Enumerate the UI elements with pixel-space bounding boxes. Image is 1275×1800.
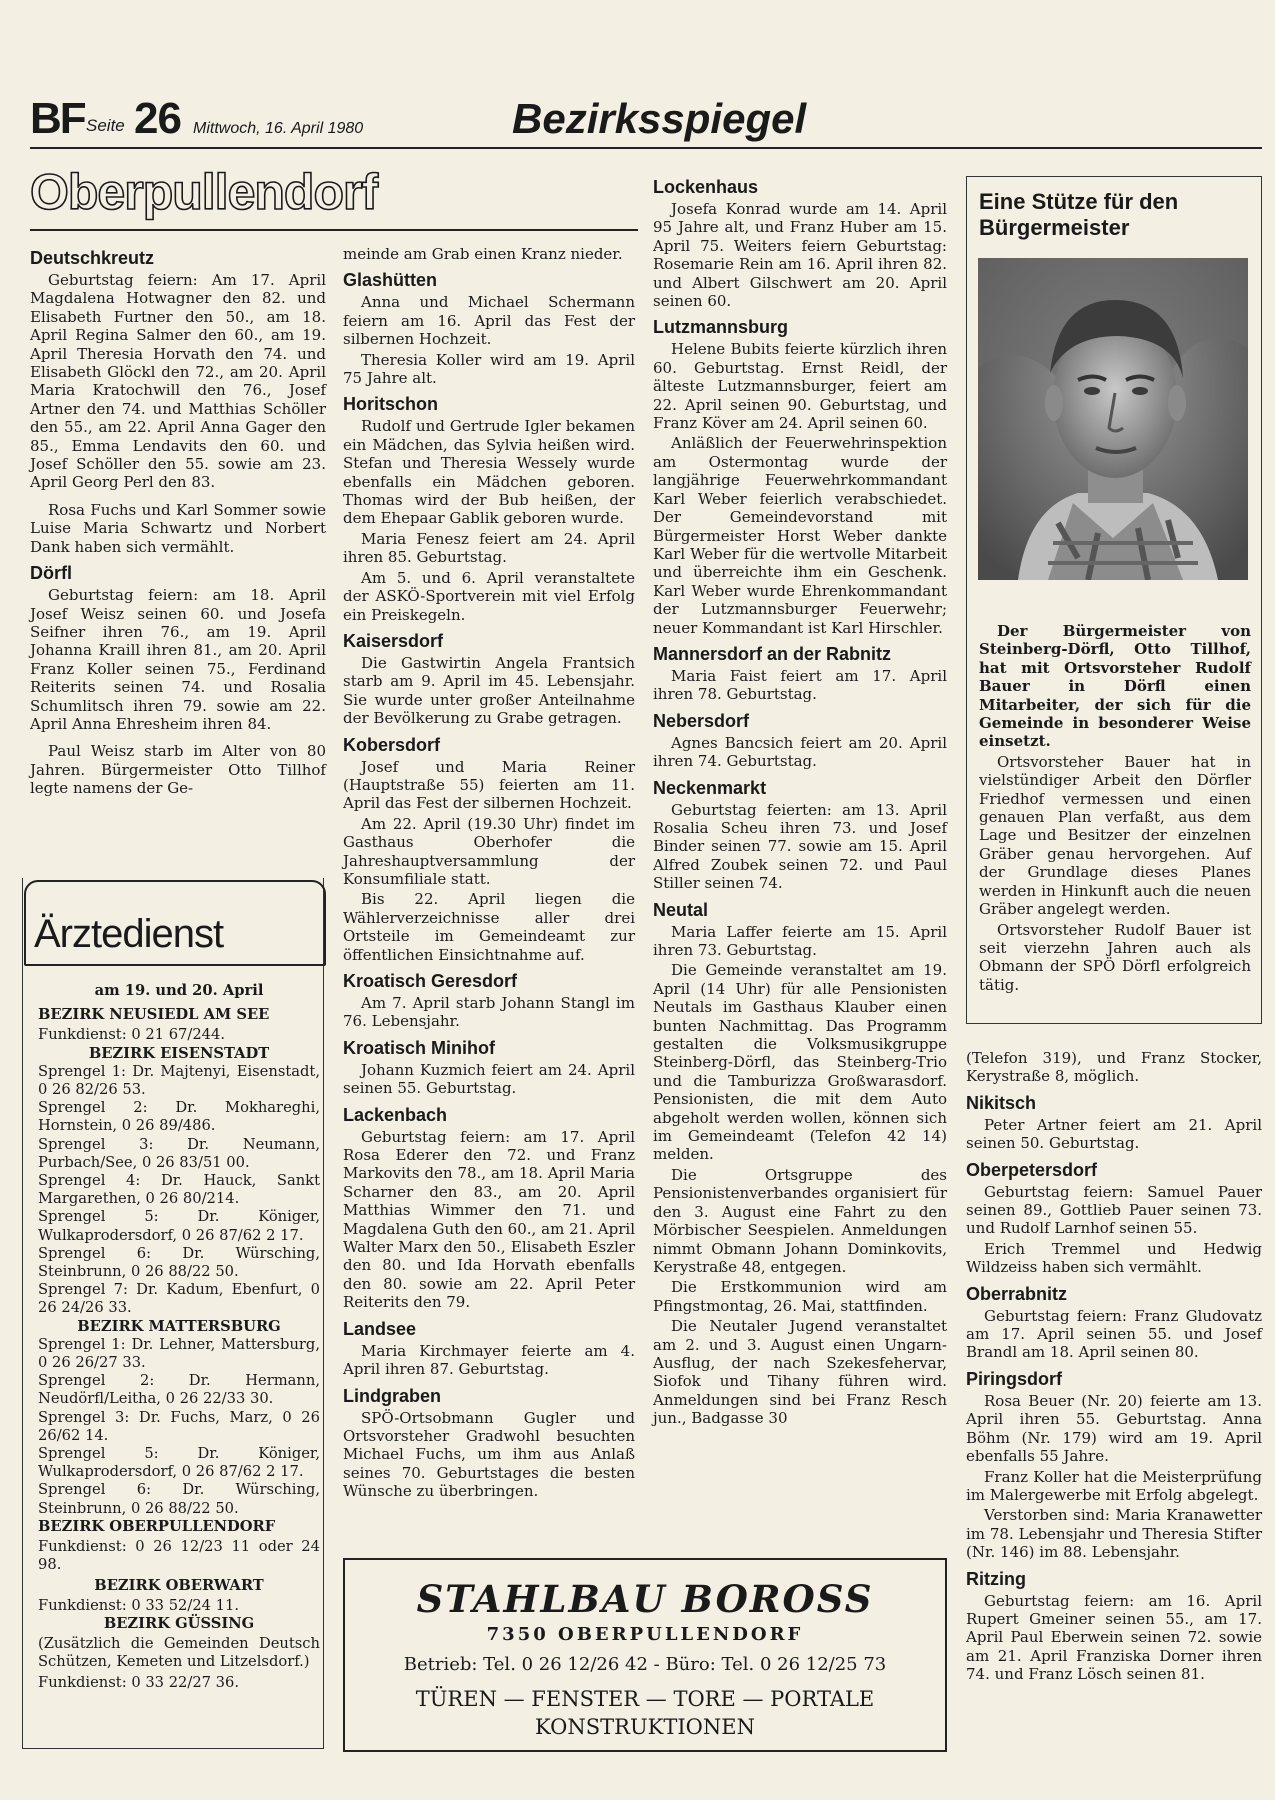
feature-photo: [978, 258, 1248, 580]
heading-lindgraben: Lindgraben: [343, 1385, 441, 1406]
district-neusiedl-line: Funkdienst: 0 21 67/244.: [38, 1026, 226, 1044]
text-oberpetersdorf-2: Erich Tremmel und Hedwig Wildzeiss haben sich vermählt.: [966, 1239, 1262, 1277]
heading-kaisersdorf: Kaisersdorf: [343, 630, 444, 651]
text-piringsdorf-1: Rosa Beuer (Nr. 20) feierte am 13. April ihren 55. Geburtstag. Anna Böhm (Nr. 179) wird am 19. April ebenfalls 55 Jahre.: [966, 1391, 1262, 1466]
district-oberwart-line: Funkdienst: 0 33 52/24 11.: [38, 1596, 240, 1614]
page-number: 26: [134, 94, 181, 143]
sprengel-eisenstadt-5: Sprengel 5: Dr. Königer, Wulkaprodersdorf, 0 26 87/62 2 17.: [38, 1208, 320, 1244]
portrait-photo: [978, 258, 1248, 580]
text-col2-continuation: meinde am Grab einen Kranz nieder.: [343, 245, 623, 263]
sprengel-mattersburg-2: Sprengel 2: Dr. Hermann, Neudörfl/Leitha, 0 26 22/33 30.: [38, 1372, 320, 1408]
heading-kroatisch-minihof: Kroatisch Minihof: [343, 1037, 495, 1058]
heading-lockenhaus: Lockenhaus: [653, 177, 759, 197]
text-oberrabnitz-1: Geburtstag feiern: Franz Gludovatz am 17. April seinen 55. und Josef Brandl am 18. April seinen 80.: [966, 1306, 1262, 1362]
ad-company: STAHLBAU BOROSS: [416, 1577, 874, 1621]
text-kroatisch-minihof-1: Johann Kuzmich feiert am 24. April seinen 55. Geburtstag.: [343, 1060, 635, 1098]
text-deutschkreutz-2: Rosa Fuchs und Karl Sommer sowie Luise Maria Schwartz und Norbert Dank haben sich vermählt.: [30, 500, 326, 556]
heading-nebersdorf: Nebersdorf: [653, 710, 750, 731]
district-guessing: BEZIRK GÜSSING: [103, 1614, 255, 1632]
text-neutal-5: Die Neutaler Jugend veranstaltet am 2. und 3. August einen Ungarn-Ausflug, der nach Szekesfehervar, Siofok und Tihany führen wird. Anmeldungen sind bei Franz Resch jun., Badgasse 30: [653, 1317, 947, 1428]
text-lockenhaus-1: Josefa Konrad wurde am 14. April 95 Jahre alt, und Franz Huber am 15. April 75. Weiters feiern Geburtstag: Rosemarie Rein am 16. April ihren 82. und Albert Gilschwert am 20. April seinen 60.: [653, 200, 947, 311]
feature-text-2: Ortsvorsteher Rudolf Bauer ist seit vierzehn Jahren auch als Obmann der SPÖ Dörfl erfolgreich tätig.: [979, 920, 1251, 994]
page-label: Seite: [86, 116, 125, 135]
sprengel-mattersburg-5: Sprengel 6: Dr. Würsching, Steinbrunn, 0 26 88/22 50.: [38, 1481, 320, 1517]
aerztedienst-title: Ärztedienst: [34, 912, 224, 956]
feature-title: Eine Stütze für den Bürgermeister: [979, 189, 1179, 240]
text-horitschon-3: Am 5. und 6. April veranstaltete der ASKÖ-Sportverein mit viel Erfolg ein Preiskegeln.: [343, 568, 635, 624]
district-oberpullendorf: BEZIRK OBERPULLENDORF: [38, 1517, 276, 1535]
heading-piringsdorf: Piringsdorf: [966, 1368, 1063, 1389]
heading-kroatisch-geresdorf: Kroatisch Geresdorf: [343, 971, 518, 991]
masthead-logo: BF: [30, 94, 85, 143]
sprengel-mattersburg-3: Sprengel 3: Dr. Fuchs, Marz, 0 26 26/62 14.: [38, 1408, 320, 1444]
district-oberwart: BEZIRK OBERWART: [94, 1576, 264, 1594]
heading-mannersdorf: Mannersdorf an der Rabnitz: [653, 643, 892, 664]
text-neutal-1: Maria Laffer feierte am 15. April ihren 73. Geburtstag.: [653, 922, 947, 959]
text-ritzing-1: Geburtstag feiern: am 16. April Rupert Gmeiner seinen 55., am 17. April Paul Eberwein seinen 72. sowie am 21. April Franziska Dorner ihren 74. und Franz Lösch seinen 81.: [966, 1591, 1262, 1684]
advertisement: [343, 1558, 947, 1752]
heading-landsee: Landsee: [343, 1318, 417, 1339]
heading-neckenmarkt: Neckenmarkt: [653, 777, 767, 798]
district-oberpullendorf-line: Funkdienst: 0 26 12/23 11 oder 24 98.: [38, 1538, 320, 1574]
heading-lutzmannsburg: Lutzmannsburg: [653, 317, 788, 338]
sprengel-eisenstadt-1: Sprengel 1: Dr. Majtenyi, Eisenstadt, 0 26 82/26 53.: [38, 1062, 320, 1099]
text-neutal-4: Die Erstkommunion wird am Pfingstmontag, 26. Mai, stattfinden.: [653, 1278, 947, 1315]
heading-glashuetten: Glashütten: [343, 270, 438, 291]
title-rule: [30, 229, 638, 231]
text-nebersdorf-1: Agnes Bancsich feiert am 20. April ihren 74. Geburtstag.: [653, 733, 947, 771]
district-mattersburg-lines: [38, 1336, 320, 1518]
ad-address: 7350 OBERPULLENDORF: [486, 1624, 804, 1645]
text-horitschon-2: Maria Fenesz feiert am 24. April ihren 85. Geburtstag.: [343, 529, 635, 567]
text-kobersdorf-2: Am 22. April (19.30 Uhr) findet im Gasthaus Oberhofer die Jahreshauptversammlung der Konsumfiliale statt.: [343, 814, 635, 888]
text-kaisersdorf-1: Die Gastwirtin Angela Frantsich starb am 9. April im 45. Lebensjahr. Sie wurde unter großer Anteilnahme der Bevölkerung zu Grabe getragen.: [343, 653, 635, 728]
header-rule: [30, 147, 1262, 149]
text-oberpetersdorf-1: Geburtstag feiern: Samuel Pauer seinen 89., Gottlieb Pauer seinen 73. und Rudolf Larnhof seinen 55.: [966, 1182, 1262, 1238]
heading-kobersdorf: Kobersdorf: [343, 734, 441, 755]
text-horitschon-1: Rudolf und Gertrude Igler bekamen ein Mädchen, das Sylvia heißen wird. Stefan und Theresia Wessely wurde ebenfalls ein Mädchen geboren. Thomas wird der Bub heißen, der dem Ehepaar Gablik geboren wurde.: [343, 417, 635, 528]
text-nikitsch-1: Peter Artner feiert am 21. April seinen 50. Geburtstag.: [966, 1115, 1262, 1153]
text-neckenmarkt-1: Geburtstag feierten: am 13. April Rosalia Scheu ihren 73. und Josef Binder seinen 77. sowie am 15. April Alfred Zoubek seinen 72. und Paul Stiller seinen 74.: [653, 800, 947, 893]
text-col4-continuation: (Telefon 319), und Franz Stocker, Kerystraße 8, möglich.: [966, 1049, 1262, 1086]
text-kobersdorf-3: Bis 22. April liegen die Wählerverzeichnisse aller drei Ortsteile im Gemeindeamt zur öffentlichen Einsichtnahme auf.: [343, 890, 635, 964]
feature-text-1: Ortsvorsteher Bauer hat in vielstündiger Arbeit den Dörfler Friedhof vermessen und einen genauen Plan verfaßt, aus dem Lage und Besitzer der einzelnen Gräber genau hervorgehen. Auf der Grundlage dieses Planes werden in Hinkunft auch die neuen Gräber angelegt werden.: [979, 752, 1251, 919]
column-1: [30, 247, 326, 798]
text-lutzmannsburg-2: Anläßlich der Feuerwehrinspektion am Ostermontag wurde der langjährige Feuerwehrkommandant Karl Weber feierlich verabschiedet. Der Gemeindevorstand mit Bürgermeister Horst Weber dankte Karl Weber für die wertvolle Mitarbeit und überreichte ihm ein Geschenk. Karl Weber wurde Ehrenkommandant der Lutzmannsburger Feuerwehr; neuer Kommandant ist Karl Hirschler.: [653, 434, 947, 637]
text-lindgraben-1: SPÖ-Ortsobmann Gugler und Ortsvorsteher Gradwohl besuchten Michael Fuchs, um ihm aus Anlaß seines 70. Geburtstages die besten Wünsche zu überbringen.: [343, 1408, 635, 1501]
heading-deutschkreutz: Deutschkreutz: [30, 248, 155, 268]
district-neusiedl: BEZIRK NEUSIEDL AM SEE: [38, 1006, 270, 1024]
heading-doerfl: Dörfl: [30, 563, 72, 584]
text-deutschkreutz-1: Geburtstag feiern: Am 17. April Magdalena Hotwagner den 82. und Elisabeth Furtner den 50., am 18. April Regina Salmer den 60., am 19. April Theresia Horvath den 74. und Elisabeth Glöckl den 72., am 20. April Maria Kratochwill den 76., Josef Artner den 74. und Matthias Schöller den 55., am 22. April Anna Gager den 85., Emma Lendavits den 60. und Josef Schöller den 55. sowie am 23. April Georg Perl den 83.: [30, 271, 326, 492]
ad-products: TÜREN — FENSTER — TORE — PORTALE: [415, 1687, 875, 1711]
issue-date: Mittwoch, 16. April 1980: [193, 120, 364, 137]
sprengel-eisenstadt-3: Sprengel 3: Dr. Neumann, Purbach/See, 0 26 83/51 00.: [38, 1135, 320, 1171]
sprengel-eisenstadt-2: Sprengel 2: Dr. Mokhareghi, Hornstein, 0 26 89/486.: [38, 1099, 320, 1135]
feature-caption: Der Bürgermeister von Steinberg-Dörfl, Otto Tillhof, hat mit Ortsvorsteher Rudolf Bauer in Dörfl einen Mitarbeiter, der sich für die Gemeinde in besonderer Weise einsetzt.: [979, 622, 1251, 751]
text-neutal-3: Die Ortsgruppe des Pensionistenverbandes organisiert für den 3. August eine Fahrt zu den Mörbischer Seespielen. Anmeldungen nimmt Obmann Johann Dominkovits, Kerystraße 48, entgegen.: [653, 1165, 947, 1276]
sprengel-eisenstadt-7: Sprengel 7: Dr. Kadum, Ebenfurt, 0 26 24/26 33.: [38, 1281, 320, 1317]
aerztedienst-dates: am 19. und 20. April: [94, 982, 264, 999]
text-glashuetten-1: Anna und Michael Schermann feiern am 16. April das Fest der silbernen Hochzeit.: [343, 293, 635, 349]
district-guessing-note: (Zusätzlich die Gemeinden Deutsch Schützen, Kemeten und Litzelsdorf.): [38, 1635, 320, 1671]
text-doerfl-1: Geburtstag feiern: am 18. April Josef Weisz seinen 60. und Josefa Seifner ihren 76., am 19. April Johanna Kraill ihren 81., am 20. April Franz Koller seinen 75., Ferdinand Reiterits seinen 74. und Rosalia Schumlitsch ihren 79. sowie am 22. April Anna Ehresheim ihren 84.: [30, 586, 326, 733]
text-lutzmannsburg-1: Helene Bubits feierte kürzlich ihren 60. Geburtstag. Ernst Reidl, der älteste Lutzmannsburger, feiert am 22. April seinen 90. Geburtstag, und Franz Köver am 24. April seinen 60.: [653, 340, 947, 433]
feature-text: [979, 622, 1251, 994]
text-piringsdorf-3: Verstorben sind: Maria Kranawetter im 78. Lebensjahr und Theresia Stifter (Nr. 146) im 88. Lebensjahr.: [966, 1506, 1262, 1562]
text-piringsdorf-2: Franz Koller hat die Meisterprüfung im Malergewerbe mit Erfolg abgelegt.: [966, 1467, 1262, 1504]
column-3: [653, 176, 947, 1428]
text-kroatisch-geresdorf-1: Am 7. April starb Johann Stangl im 76. Lebensjahr.: [343, 994, 635, 1031]
text-kobersdorf-1: Josef und Maria Reiner (Hauptstraße 55) feierten am 11. April das Fest der silbernen Hochzeit.: [343, 757, 635, 813]
ad-phones: Betrieb: Tel. 0 26 12/26 42 - Büro: Tel. 0 26 12/25 73: [403, 1654, 887, 1675]
heading-neutal: Neutal: [653, 899, 709, 920]
text-lackenbach-1: Geburtstag feiern: am 17. April Rosa Ederer den 72. und Franz Markovits den 78., am 18. April Maria Scharner den 83., am 20. April Matthias Wimmer den 71. und Magdalena Guth den 60., am 21. April Walter Marx den 50., Elisabeth Eszler den 80. und Ida Horvath ebenfalls den 80. sowie am 22. April Peter Reiterits den 79.: [343, 1127, 635, 1312]
text-glashuetten-2: Theresia Koller wird am 19. April 75 Jahre alt.: [343, 350, 635, 388]
ad-products-2: KONSTRUKTIONEN: [535, 1715, 755, 1739]
district-eisenstadt: BEZIRK EISENSTADT: [88, 1044, 270, 1062]
district-guessing-line: Funkdienst: 0 33 22/27 36.: [38, 1673, 240, 1691]
sprengel-mattersburg-1: Sprengel 1: Dr. Lehner, Mattersburg, 0 26 26/27 33.: [38, 1335, 320, 1372]
district-mattersburg: BEZIRK MATTERSBURG: [77, 1317, 281, 1335]
sprengel-eisenstadt-4: Sprengel 4: Dr. Hauck, Sankt Margarethen, 0 26 80/214.: [38, 1172, 320, 1208]
heading-horitschon: Horitschon: [343, 394, 439, 415]
sprengel-mattersburg-4: Sprengel 5: Dr. Königer, Wulkaprodersdorf, 0 26 87/62 2 17.: [38, 1445, 320, 1481]
text-neutal-2: Die Gemeinde veranstaltet am 19. April (14 Uhr) für alle Pensionisten Neutals im Gasthaus Klauber einen bunten Nachmittag. Das Programm gestalten die Volksmusikgruppe Steinberg-Dörfl, das Steinberg-Trio und die Tamburizza Großwarasdorf. Pensionisten, die mit dem Auto abgeholt werden wollen, können sich im Gemeindeamt (Telefon 42 14) melden.: [653, 961, 947, 1164]
heading-lackenbach: Lackenbach: [343, 1104, 448, 1125]
region-title: Oberpullendorf: [30, 164, 378, 220]
sprengel-eisenstadt-6: Sprengel 6: Dr. Würsching, Steinbrunn, 0 26 88/22 50.: [38, 1244, 320, 1281]
column-4: [966, 1049, 1262, 1684]
section-title: Bezirksspiegel: [512, 95, 807, 142]
text-mannersdorf-1: Maria Faist feiert am 17. April ihren 78. Geburtstag.: [653, 666, 947, 704]
aerztedienst-list: [38, 982, 320, 1692]
heading-ritzing: Ritzing: [966, 1568, 1026, 1589]
text-landsee-1: Maria Kirchmayer feierte am 4. April ihren 87. Geburtstag.: [343, 1341, 635, 1379]
heading-oberpetersdorf: Oberpetersdorf: [966, 1159, 1098, 1180]
district-eisenstadt-lines: [38, 1063, 320, 1318]
column-2: [343, 245, 635, 1501]
heading-oberrabnitz: Oberrabnitz: [966, 1283, 1068, 1304]
text-doerfl-2: Paul Weisz starb im Alter von 80 Jahren. Bürgermeister Otto Tillhof legte namens der Ge-: [30, 742, 326, 798]
heading-nikitsch: Nikitsch: [966, 1092, 1037, 1113]
